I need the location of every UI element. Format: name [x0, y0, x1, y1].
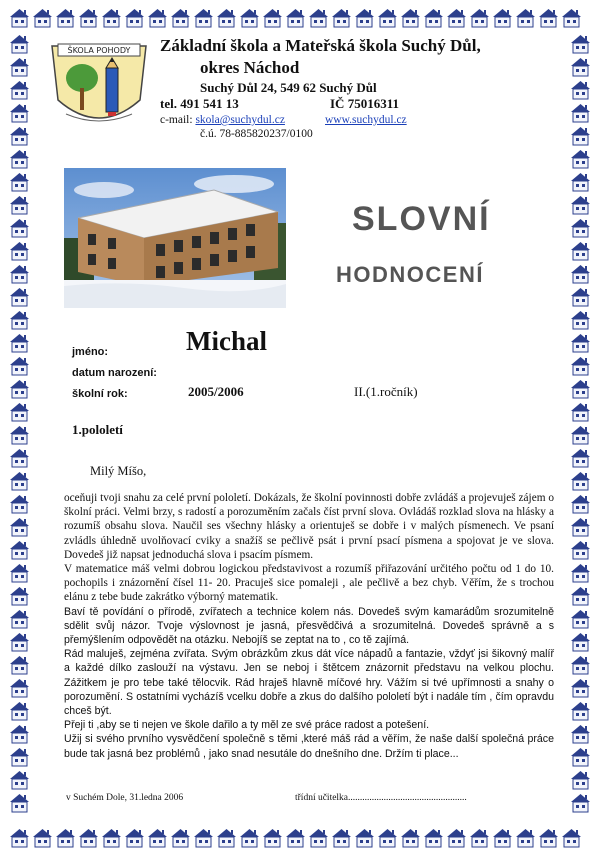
house-icon: [8, 584, 31, 607]
paragraph: Rád maluješ, zejména zvířata. Svým obrázkům zkus dát více nápadů a fantazie, vždyť jsi šikovný malíř a každé dílko zaslouží na výstavu. Jen se neboj i štětcem znázornit představu na velkou plochu. Zážitkem je pro tebe také tělocvik. Rád hraješ hlavně míčové hry. Vážím si tvé upřímnosti a snahy o porozumění. S ostatními vycházíš vcelku dobře a zkus do dalšího pololetí být i nadále tím , čím opravdu chceš být.: [64, 648, 554, 718]
house-icon: [569, 607, 592, 630]
house-icon: [569, 124, 592, 147]
house-icon: [8, 515, 31, 538]
house-icon: [569, 193, 592, 216]
house-icon: [569, 745, 592, 768]
house-icon: [8, 826, 31, 849]
house-icon: [192, 6, 215, 29]
house-icon: [8, 607, 31, 630]
school-district: okres Náchod: [200, 58, 300, 77]
house-icon: [8, 6, 31, 29]
school-year: 2005/2006: [188, 384, 244, 399]
email-label: c-mail:: [160, 114, 196, 126]
house-icon: [569, 676, 592, 699]
house-icon: [169, 6, 192, 29]
house-icon: [307, 6, 330, 29]
house-icon: [8, 354, 31, 377]
house-icon: [77, 826, 100, 849]
house-icon: [8, 101, 31, 124]
paragraph: Přeji ti ,aby se ti nejen ve škole dařilo a ty měl ze své práce radost a potešení.: [64, 719, 430, 732]
title-hodnoceni: HODNOCENÍ: [336, 262, 484, 287]
house-icon: [8, 676, 31, 699]
house-icon: [8, 32, 31, 55]
house-icon: [569, 561, 592, 584]
house-icon: [54, 6, 77, 29]
school-name: Základní škola a Mateřská škola Suchý Důl,: [160, 36, 481, 55]
teacher-signature: třídní učitelka..................................................: [295, 793, 467, 803]
house-border-bottom: [8, 826, 583, 849]
house-icon: [8, 55, 31, 78]
house-icon: [569, 768, 592, 791]
house-icon: [569, 239, 592, 262]
school-ico: IČ 75016311: [330, 96, 399, 111]
house-icon: [8, 239, 31, 262]
school-phone: tel. 491 541 13: [160, 96, 239, 111]
house-border-right: [569, 32, 592, 814]
house-icon: [8, 400, 31, 423]
house-icon: [569, 216, 592, 239]
house-icon: [31, 6, 54, 29]
house-icon: [569, 791, 592, 814]
house-icon: [8, 423, 31, 446]
house-icon: [31, 826, 54, 849]
house-icon: [123, 826, 146, 849]
house-icon: [8, 722, 31, 745]
email-link[interactable]: skola@suchydul.cz: [195, 114, 285, 126]
house-icon: [422, 6, 445, 29]
house-icon: [8, 216, 31, 239]
school-address: Suchý Důl 24, 549 62 Suchý Důl: [200, 80, 377, 95]
house-icon: [569, 101, 592, 124]
house-icon: [8, 331, 31, 354]
house-icon: [422, 826, 445, 849]
house-icon: [569, 147, 592, 170]
house-icon: [569, 262, 592, 285]
house-icon: [514, 6, 537, 29]
house-icon: [100, 826, 123, 849]
house-icon: [146, 6, 169, 29]
house-icon: [8, 147, 31, 170]
house-icon: [8, 538, 31, 561]
house-icon: [169, 826, 192, 849]
house-icon: [560, 826, 583, 849]
house-icon: [8, 285, 31, 308]
house-border-top: [8, 6, 583, 29]
house-icon: [284, 6, 307, 29]
house-icon: [100, 6, 123, 29]
house-icon: [569, 423, 592, 446]
house-icon: [123, 6, 146, 29]
house-icon: [399, 6, 422, 29]
house-icon: [569, 446, 592, 469]
house-icon: [77, 6, 100, 29]
greeting: Milý Míšo,: [90, 464, 147, 478]
house-icon: [569, 699, 592, 722]
house-icon: [261, 6, 284, 29]
house-icon: [8, 377, 31, 400]
house-icon: [569, 32, 592, 55]
house-icon: [376, 6, 399, 29]
house-icon: [284, 826, 307, 849]
house-icon: [8, 193, 31, 216]
house-icon: [8, 791, 31, 814]
house-icon: [569, 170, 592, 193]
house-icon: [537, 6, 560, 29]
house-icon: [238, 826, 261, 849]
house-icon: [491, 6, 514, 29]
house-icon: [569, 285, 592, 308]
house-icon: [569, 354, 592, 377]
student-name: Michal: [186, 326, 267, 356]
house-icon: [569, 377, 592, 400]
house-icon: [376, 826, 399, 849]
house-icon: [514, 826, 537, 849]
house-icon: [330, 6, 353, 29]
house-icon: [8, 446, 31, 469]
house-icon: [8, 469, 31, 492]
letter-body: [64, 491, 554, 761]
house-icon: [569, 538, 592, 561]
email-line: [160, 114, 285, 126]
house-icon: [192, 826, 215, 849]
house-icon: [8, 630, 31, 653]
house-icon: [569, 308, 592, 331]
name-label: jméno:: [72, 346, 109, 358]
grade-class: II.(1.ročník): [354, 384, 418, 399]
house-icon: [569, 584, 592, 607]
title-slovni: SLOVNÍ: [352, 200, 491, 238]
svg-text:ŠKOLA POHODY: ŠKOLA POHODY: [67, 46, 131, 55]
house-icon: [569, 55, 592, 78]
paragraph: oceňuji tvoji snahu za celé první pololetí. Dokázals, že školní povinnosti dobře zvládáš a projevuješ zájem o školní práci. Velmi brzy, s radostí a porozuměním začals číst první slova. Ovládáš rozklad slova na hlásky a rozumíš obsahu slova. Naučil ses všechny hlásky a orientuješ se dobře i v malých písmenech. Ve psaní zvládls úhledně uvolňovací cviky a snažíš se pečlivě psát i první psací písmena a spojovat je ve slova. Dovedeš již napsat jednoduchá slova i psacím písmem.: [64, 492, 554, 561]
school-logo: [44, 38, 154, 136]
house-icon: [238, 6, 261, 29]
house-icon: [215, 826, 238, 849]
house-icon: [569, 492, 592, 515]
paragraph: Užij si svého prvního vysvědčení společně s těmi ,které máš rád a věřím, že naše další společná práce bude tak jasná bez problémů , jako snad nesutále do dnešního dne. Držím ti place...: [64, 733, 554, 760]
website-link[interactable]: www.suchydul.cz: [325, 114, 407, 126]
house-icon: [569, 653, 592, 676]
house-icon: [569, 630, 592, 653]
year-label: školní rok:: [72, 388, 128, 400]
house-icon: [569, 722, 592, 745]
house-icon: [8, 308, 31, 331]
house-icon: [399, 826, 422, 849]
house-icon: [8, 699, 31, 722]
house-icon: [215, 6, 238, 29]
school-building-photo: [64, 168, 286, 308]
house-icon: [307, 826, 330, 849]
house-icon: [491, 826, 514, 849]
house-icon: [569, 400, 592, 423]
house-border-left: [8, 32, 31, 814]
house-icon: [569, 515, 592, 538]
paragraph: V matematice máš velmi dobrou logickou představivost a rozumíš přiřazování určitého počtu od 1 do 10. pochopils i znázornění čísel 11- 20. Pracuješ sice pomaleji , ale pečlivě a bez chyb. Věřím, že s trochou elánu z tebe bude zakrátko výborný matematik.: [64, 563, 554, 604]
house-icon: [8, 768, 31, 791]
house-icon: [146, 826, 169, 849]
house-icon: [8, 492, 31, 515]
term-label: 1.pololetí: [72, 422, 123, 437]
house-icon: [8, 561, 31, 584]
bank-account: č.ú. 78-885820237/0100: [200, 128, 313, 140]
house-icon: [8, 78, 31, 101]
house-icon: [8, 262, 31, 285]
house-icon: [560, 6, 583, 29]
house-icon: [353, 826, 376, 849]
house-icon: [569, 78, 592, 101]
house-icon: [468, 6, 491, 29]
house-icon: [445, 826, 468, 849]
house-icon: [569, 469, 592, 492]
birth-label: datum narození:: [72, 367, 157, 379]
house-icon: [569, 331, 592, 354]
house-icon: [537, 826, 560, 849]
house-icon: [353, 6, 376, 29]
house-icon: [8, 124, 31, 147]
house-icon: [468, 826, 491, 849]
house-icon: [445, 6, 468, 29]
house-icon: [8, 745, 31, 768]
house-icon: [54, 826, 77, 849]
house-icon: [8, 653, 31, 676]
place-date: v Suchém Dole, 31.ledna 2006: [66, 793, 184, 803]
house-icon: [8, 170, 31, 193]
house-icon: [261, 826, 284, 849]
house-icon: [330, 826, 353, 849]
paragraph: Baví tě povídání o přírodě, zvířatech a technice kolem nás. Dovedeš svým kamarádům srozumitelně sdělit svůj názor. Tvoje výslovnost je jasná, přesvědčivá a srozumitelná. Dovedeš správně a s přemýšlením odpovědět na otázku. Nebojíš se zeptat na to , co tě zajímá.: [64, 605, 554, 647]
